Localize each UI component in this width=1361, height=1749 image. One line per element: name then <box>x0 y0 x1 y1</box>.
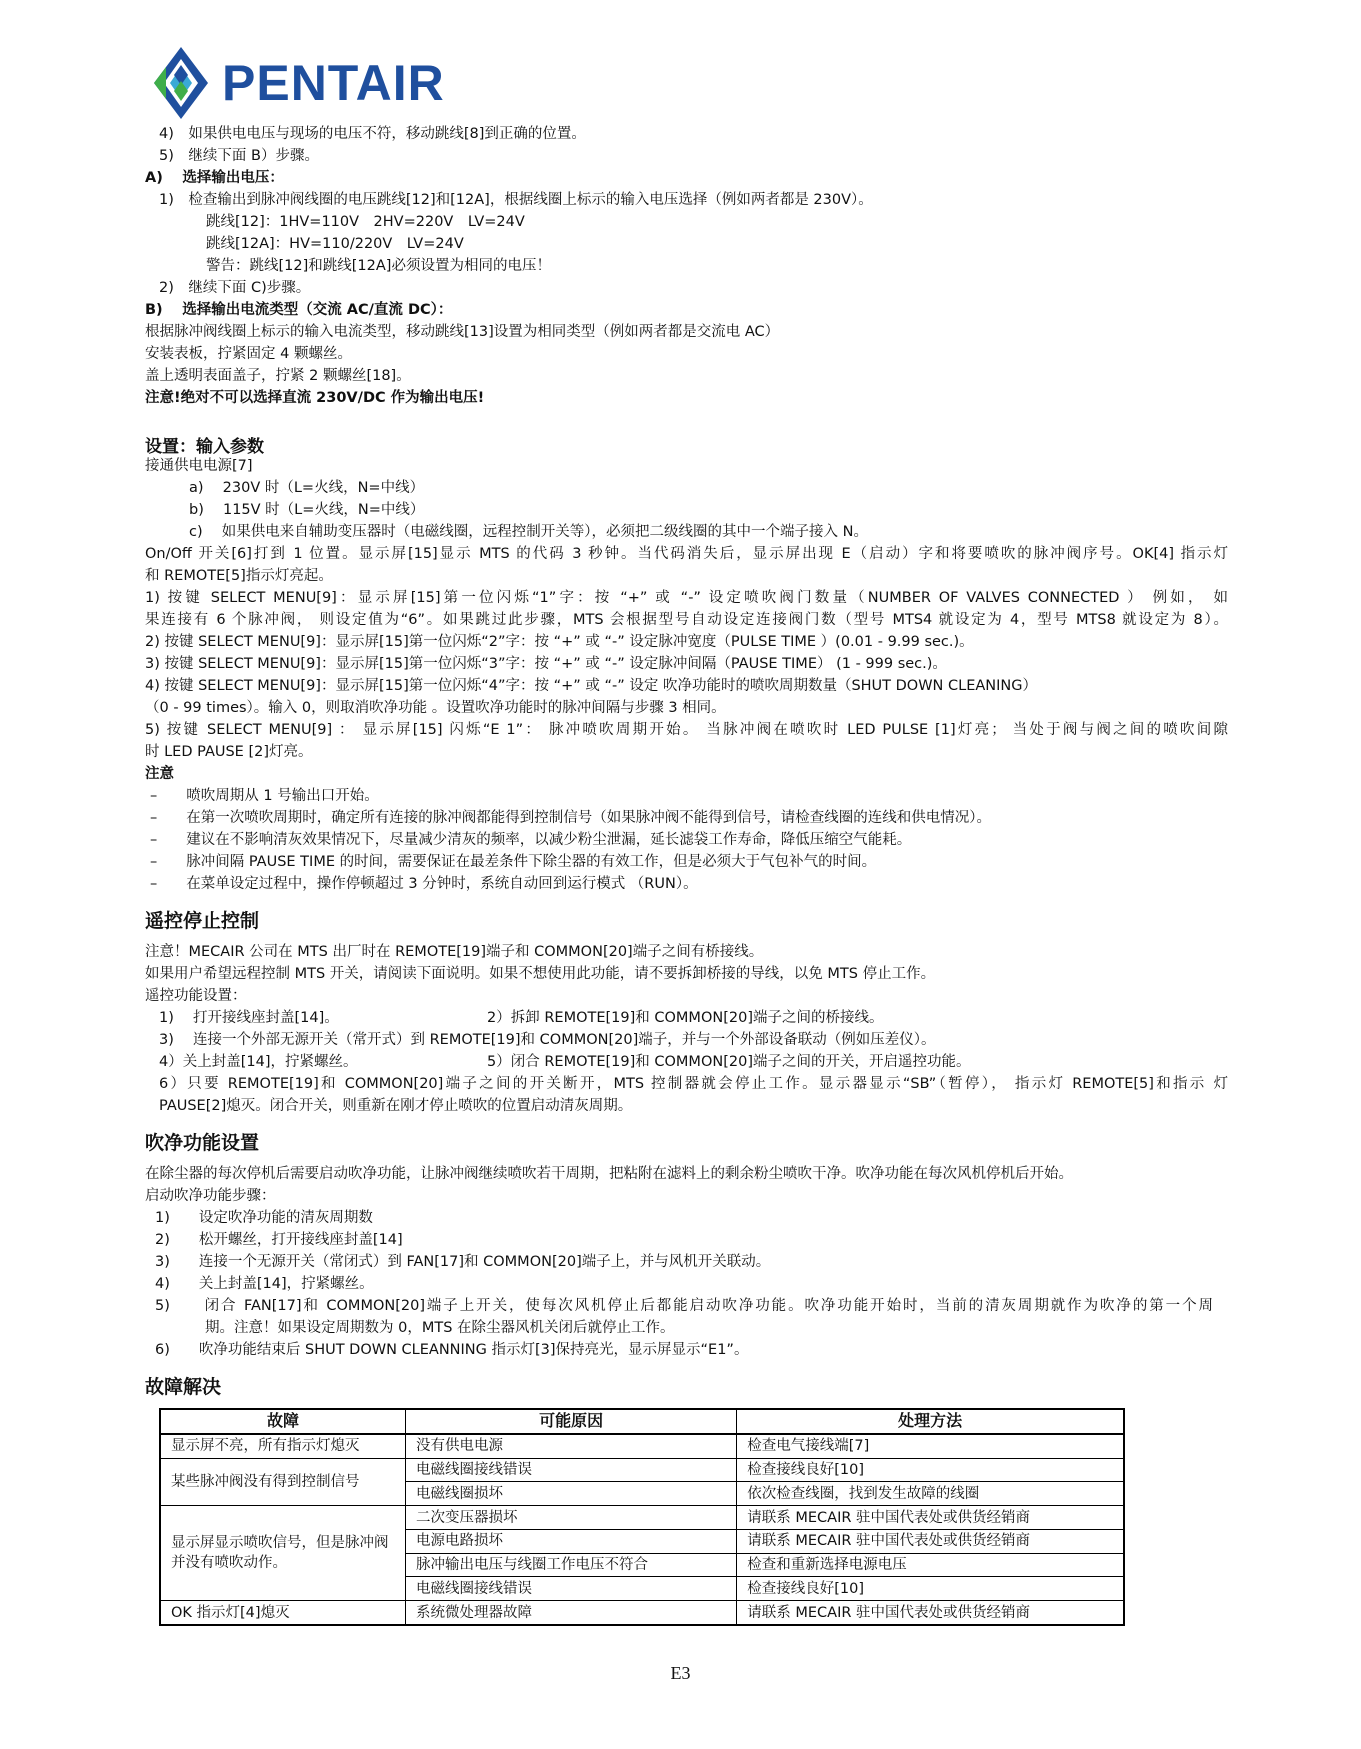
text-line: 接通供电电源[7] <box>145 458 253 474</box>
section-title-settings: 设置：输入参数 <box>145 437 264 457</box>
brand-name: PENTAIR <box>222 55 445 111</box>
text-line: 和 REMOTE[5]指示灯亮起。 <box>145 568 333 584</box>
action-cell: 请联系 MECAIR 驻中国代表处或供货经销商 <box>737 1506 1124 1530</box>
text-line: 3) 按键 SELECT MENU[9]：显示屏[15]第一位闪烁“3”字：按 “+” 或 “-” 设定脉冲间隔（PAUSE TIME） (1 - 999 sec.)。 <box>145 656 947 672</box>
pentair-diamond-icon <box>152 45 210 121</box>
caution-line: 注意!绝对不可以选择直流 230V/DC 作为输出电压! <box>145 390 485 406</box>
table-row <box>160 1506 1124 1530</box>
note-item: – 在菜单设定过程中，操作停顿超过 3 分钟时，系统自动回到运行模式 （RUN）。 <box>150 876 698 892</box>
list-item: 4）关上封盖[14]，拧紧螺丝。 <box>159 1054 358 1070</box>
action-cell: 检查接线良好[10] <box>737 1577 1124 1601</box>
table-row <box>160 1458 1124 1482</box>
action-cell: 依次检查线圈，找到发生故障的线圈 <box>737 1482 1124 1506</box>
note-item: – 脉冲间隔 PAUSE TIME 的时间，需要保证在最差条件下除尘器的有效工作，但是必须大于气包补气的时间。 <box>150 854 877 870</box>
section-heading: B) 选择输出电流类型（交流 AC/直流 DC）： <box>145 302 453 318</box>
list-item: b) 115V 时（L=火线，N=中线） <box>189 502 425 518</box>
text-line: 2) 继续下面 C)步骤。 <box>159 280 311 296</box>
text-line: 跳线[12]：1HV=110V 2HV=220V LV=24V <box>206 214 525 230</box>
list-item: 3) 连接一个无源开关（常闭式）到 FAN[17]和 COMMON[20]端子上，并与风机开关联动。 <box>155 1254 771 1270</box>
action-cell: 请联系 MECAIR 驻中国代表处或供货经销商 <box>737 1601 1124 1625</box>
list-item: 5）闭合 REMOTE[19]和 COMMON[20]端子之间的开关，开启遥控功能。 <box>487 1054 971 1070</box>
text-line: 如果用户希望远程控制 MTS 开关，请阅读下面说明。如果不想使用此功能，请不要拆卸桥接的导线，以免 MTS 停止工作。 <box>145 966 936 982</box>
text-line: 遥控功能设置： <box>145 988 247 1004</box>
fault-cell: OK 指示灯[4]熄灭 <box>160 1601 406 1625</box>
text-line: 果连接有 6 个脉冲阀， 则设定值为“6”。如果跳过此步骤，MTS 会根据型号自动设定连接阀门数（型号 MTS4 就设定为 4，型号 MTS8 就设定为 8）。 <box>145 612 1228 628</box>
list-item: c) 如果供电来自辅助变压器时（电磁线圈，远程控制开关等），必须把二级线圈的其中一个端子接入 N。 <box>189 524 868 540</box>
page-number: E3 <box>670 1663 691 1683</box>
column-header: 处理方法 <box>737 1409 1124 1434</box>
list-item: 1) 打开接线座封盖[14]。 <box>159 1010 339 1026</box>
list-item: 2）拆卸 REMOTE[19]和 COMMON[20]端子之间的桥接线。 <box>487 1010 884 1026</box>
table-row <box>160 1601 1124 1625</box>
fault-cell: 显示屏显示喷吹信号，但是脉冲阀并没有喷吹动作。 <box>160 1506 406 1601</box>
list-item: PAUSE[2]熄灭。闭合开关，则重新在刚才停止喷吹的位置启动清灰周期。 <box>159 1098 633 1114</box>
fault-cell: 某些脉冲阀没有得到控制信号 <box>160 1458 406 1506</box>
action-cell: 检查接线良好[10] <box>737 1458 1124 1482</box>
list-item: 6) 吹净功能结束后 SHUT DOWN CLEANNING 指示灯[3]保持亮光，显示屏显示“E1”。 <box>155 1342 749 1358</box>
fault-cell: 显示屏不亮，所有指示灯熄灭 <box>160 1434 406 1458</box>
action-cell: 检查电气接线端[7] <box>737 1434 1124 1458</box>
text-line: 4) 如果供电电压与现场的电压不符，移动跳线[8]到正确的位置。 <box>159 126 586 142</box>
cause-cell: 系统微处理器故障 <box>406 1601 737 1625</box>
text-line: 跳线[12A]：HV=110/220V LV=24V <box>206 236 464 252</box>
cause-cell: 电磁线圈接线错误 <box>406 1577 737 1601</box>
column-header: 可能原因 <box>406 1409 737 1434</box>
list-item: 1) 设定吹净功能的清灰周期数 <box>155 1210 373 1226</box>
note-heading: 注意 <box>145 766 174 782</box>
section-title-cleaning: 吹净功能设置 <box>145 1132 260 1154</box>
text-line: 5) 按键 SELECT MENU[9] ： 显示屏[15] 闪烁“E 1”： 脉冲喷吹周期开始。 当脉冲阀在喷吹时 LED PULSE [1]灯亮； 当处于阀与阀之间的喷吹间隙 <box>145 722 1228 738</box>
cause-cell: 电磁线圈损坏 <box>406 1482 737 1506</box>
cause-cell: 没有供电电源 <box>406 1434 737 1458</box>
list-item: 3) 连接一个外部无源开关（常开式）到 REMOTE[19]和 COMMON[20]端子，并与一个外部设备联动（例如压差仪）。 <box>159 1032 936 1048</box>
column-header: 故障 <box>160 1409 406 1434</box>
table-header-row <box>160 1409 1124 1434</box>
text-line: 1) 检查输出到脉冲阀线圈的电压跳线[12]和[12A]，根据线圈上标示的输入电压选择（例如两者都是 230V）。 <box>159 192 873 208</box>
section-heading: A) 选择输出电压： <box>145 170 284 186</box>
cause-cell: 二次变压器损坏 <box>406 1506 737 1530</box>
text-line: 在除尘器的每次停机后需要启动吹净功能，让脉冲阀继续喷吹若干周期，把粘附在滤料上的剩余粉尘喷吹干净。吹净功能在每次风机停机后开始。 <box>145 1166 1073 1182</box>
cause-cell: 电源电路损坏 <box>406 1529 737 1553</box>
cause-cell: 脉冲输出电压与线圈工作电压不符合 <box>406 1553 737 1577</box>
text-line: 5) 继续下面 B）步骤。 <box>159 148 319 164</box>
list-item: 6）只要 REMOTE[19]和 COMMON[20]端子之间的开关断开，MTS 控制器就会停止工作。显示器显示“SB”（暂停）， 指示灯 REMOTE[5]和指示 灯 <box>159 1076 1228 1092</box>
pentair-logo <box>152 45 445 121</box>
text-line: 1) 按键 SELECT MENU[9]：显示屏[15]第一位闪烁“1”字：按 “+” 或 “-” 设定喷吹阀门数量（NUMBER OF VALVES CONNECTED ） 例如， 如 <box>145 590 1228 606</box>
warning-line: 警告：跳线[12]和跳线[12A]必须设置为相同的电压！ <box>206 258 551 274</box>
list-item: 期。注意！如果设定周期数为 0，MTS 在除尘器风机关闭后就停止工作。 <box>205 1320 675 1336</box>
note-item: – 在第一次喷吹周期时，确定所有连接的脉冲阀都能得到控制信号（如果脉冲阀不能得到信号，请检查线圈的连线和供电情况）。 <box>150 810 991 826</box>
action-cell: 请联系 MECAIR 驻中国代表处或供货经销商 <box>737 1529 1124 1553</box>
note-item: – 建议在不影响清灰效果情况下，尽量减少清灰的频率，以减少粉尘泄漏，延长滤袋工作寿命，降低压缩空气能耗。 <box>150 832 912 848</box>
text-line: 启动吹净功能步骤： <box>145 1188 276 1204</box>
text-line: 根据脉冲阀线圈上标示的输入电流类型，移动跳线[13]设置为相同类型（例如两者都是交流电 AC） <box>145 324 780 340</box>
note-item: – 喷吹周期从 1 号输出口开始。 <box>150 788 379 804</box>
section-title-troubleshooting: 故障解决 <box>145 1376 222 1398</box>
text-line: 注意！MECAIR 公司在 MTS 出厂时在 REMOTE[19]端子和 COMMON[20]端子之间有桥接线。 <box>145 944 764 960</box>
list-item: 4) 关上封盖[14]，拧紧螺丝。 <box>155 1276 374 1292</box>
list-item: a) 230V 时（L=火线，N=中线） <box>189 480 425 496</box>
text-line: 时 LED PAUSE [2]灯亮。 <box>145 744 313 760</box>
troubleshooting-table <box>159 1408 1125 1626</box>
text-line: 2) 按键 SELECT MENU[9]：显示屏[15]第一位闪烁“2”字：按 “+” 或 “-” 设定脉冲宽度（PULSE TIME ）(0.01 - 9.99 sec.)。 <box>145 634 974 650</box>
text-line: 安装表板，拧紧固定 4 颗螺丝。 <box>145 346 352 362</box>
cause-cell: 电磁线圈接线错误 <box>406 1458 737 1482</box>
list-item: 2) 松开螺丝，打开接线座封盖[14] <box>155 1232 403 1248</box>
table-row <box>160 1434 1124 1458</box>
list-item: 5) 闭合 FAN[17]和 COMMON[20]端子上开关，使每次风机停止后都能启动吹净功能。吹净功能开始时，当前的清灰周期就作为吹净的第一个周 <box>155 1298 1213 1314</box>
text-line: （0 - 99 times）。输入 0，则取消吹净功能 。设置吹净功能时的脉冲间隔与步骤 3 相同。 <box>145 700 726 716</box>
text-line: On/Off 开关[6]打到 1 位置。显示屏[15]显示 MTS 的代码 3 秒钟。当代码消失后，显示屏出现 E（启动）字和将要喷吹的脉冲阀序号。OK[4] 指示灯 <box>145 546 1228 562</box>
action-cell: 检查和重新选择电源电压 <box>737 1553 1124 1577</box>
section-title-remote: 遥控停止控制 <box>145 910 260 932</box>
text-line: 4) 按键 SELECT MENU[9]：显示屏[15]第一位闪烁“4”字：按 “+” 或 “-” 设定 吹净功能时的喷吹周期数量（SHUT DOWN CLEANING） <box>145 678 1038 694</box>
text-line: 盖上透明表面盖子，拧紧 2 颗螺丝[18]。 <box>145 368 411 384</box>
